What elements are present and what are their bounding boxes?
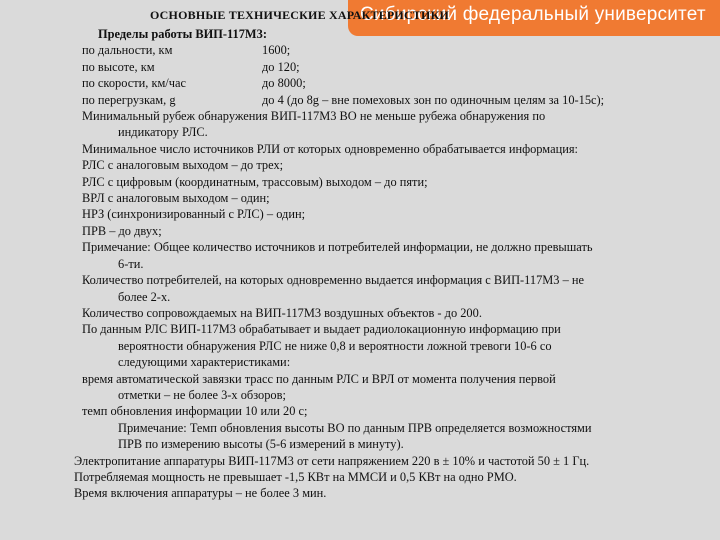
- paragraph-sources: Минимальное число источников РЛИ от которых одновременно обрабатывается информация:: [82, 141, 578, 156]
- paragraph-tracked-objects: Количество сопровождаемых на ВИП-117М3 воздушных объектов - до 200.: [82, 305, 482, 320]
- limit-row-range: [78, 42, 718, 58]
- limit-value: до 8000;: [262, 76, 306, 91]
- banner-text: Сибирский федеральный университет: [360, 4, 706, 25]
- document-body: [74, 26, 718, 502]
- paragraph-consumers: [78, 272, 718, 305]
- text-line: вероятности обнаружения РЛС не ниже 0,8 и вероятности ложной тревоги 10-6 со: [118, 338, 552, 353]
- limits-heading: Пределы работы ВИП-117М3:: [98, 27, 267, 41]
- paragraph-rls-analog: РЛС с аналоговым выходом – до трех;: [82, 158, 284, 173]
- paragraph-rls-processing: [78, 321, 718, 370]
- limit-label: по высоте, км: [82, 59, 155, 74]
- paragraph-rls-digital: РЛС с цифровым (координатным, трассовым) выходом – до пяти;: [82, 174, 428, 189]
- text-line: Примечание: Темп обновления высоты ВО по данным ПРВ определяется возможностями: [118, 420, 592, 435]
- limit-row-speed: [78, 75, 718, 91]
- text-line: Количество потребителей, на которых одновременно выдается информация с ВИП-117М3 – не: [82, 273, 585, 288]
- text-line: более 2-х.: [118, 289, 171, 304]
- text-line: ПРВ по измерению высоты (5-6 измерений в минуту).: [118, 437, 404, 452]
- page-title: ОСНОВНЫЕ ТЕХНИЧЕСКИЕ ХАРАКТЕРИСТИКИ: [150, 8, 450, 22]
- limit-value: 1600;: [262, 43, 291, 58]
- paragraph-note-altitude: [78, 420, 718, 453]
- paragraph-prv: ПРВ – до двух;: [82, 223, 162, 238]
- paragraph-vrl: ВРЛ с аналоговым выходом – один;: [82, 191, 270, 206]
- text-line: следующими характеристиками:: [118, 355, 291, 370]
- text-line: По данным РЛС ВИП-117М3 обрабатывает и выдает радиолокационную информацию при: [82, 322, 561, 337]
- paragraph-update-rate: темп обновления информации 10 или 20 с;: [82, 404, 308, 419]
- text-line: Примечание: Общее количество источников и потребителей информации, не должно превышать: [82, 240, 593, 255]
- limit-row-overload: [78, 92, 718, 108]
- text-line: время автоматической завязки трасс по данным РЛС и ВРЛ от момента получения первой: [82, 371, 556, 386]
- footer-startup-time: Время включения аппаратуры – не более 3 мин.: [74, 486, 327, 501]
- limit-row-altitude: [78, 59, 718, 75]
- text-line: отметки – не более 3-х обзоров;: [118, 387, 286, 402]
- limit-value: до 120;: [262, 59, 300, 74]
- text-line: индикатору РЛС.: [118, 125, 208, 140]
- paragraph-track-init: [78, 371, 718, 404]
- footer-power-consumption: Потребляемая мощность не превышает -1,5 КВт на ММСИ и 0,5 КВт на одно РМО.: [74, 469, 517, 484]
- paragraph-note-sources: [78, 239, 718, 272]
- limit-label: по перегрузкам, g: [82, 92, 176, 107]
- footer-power-supply: Электропитание аппаратуры ВИП-117М3 от сети напряжением 220 в ± 10% и частотой 50 ± 1 Гц.: [74, 453, 590, 468]
- limit-label: по дальности, км: [82, 43, 173, 58]
- text-line: 6-ти.: [118, 256, 144, 271]
- paragraph-nrz: НРЗ (синхронизированный с РЛС) – один;: [82, 207, 306, 222]
- paragraph-detection-range: [78, 108, 718, 141]
- limit-value: до 4 (до 8g – вне помеховых зон по одиночным целям за 10-15с);: [262, 92, 605, 107]
- text-line: Минимальный рубеж обнаружения ВИП-117М3 ВО не меньше рубежа обнаружения по: [82, 109, 546, 124]
- limit-label: по скорости, км/час: [82, 76, 186, 91]
